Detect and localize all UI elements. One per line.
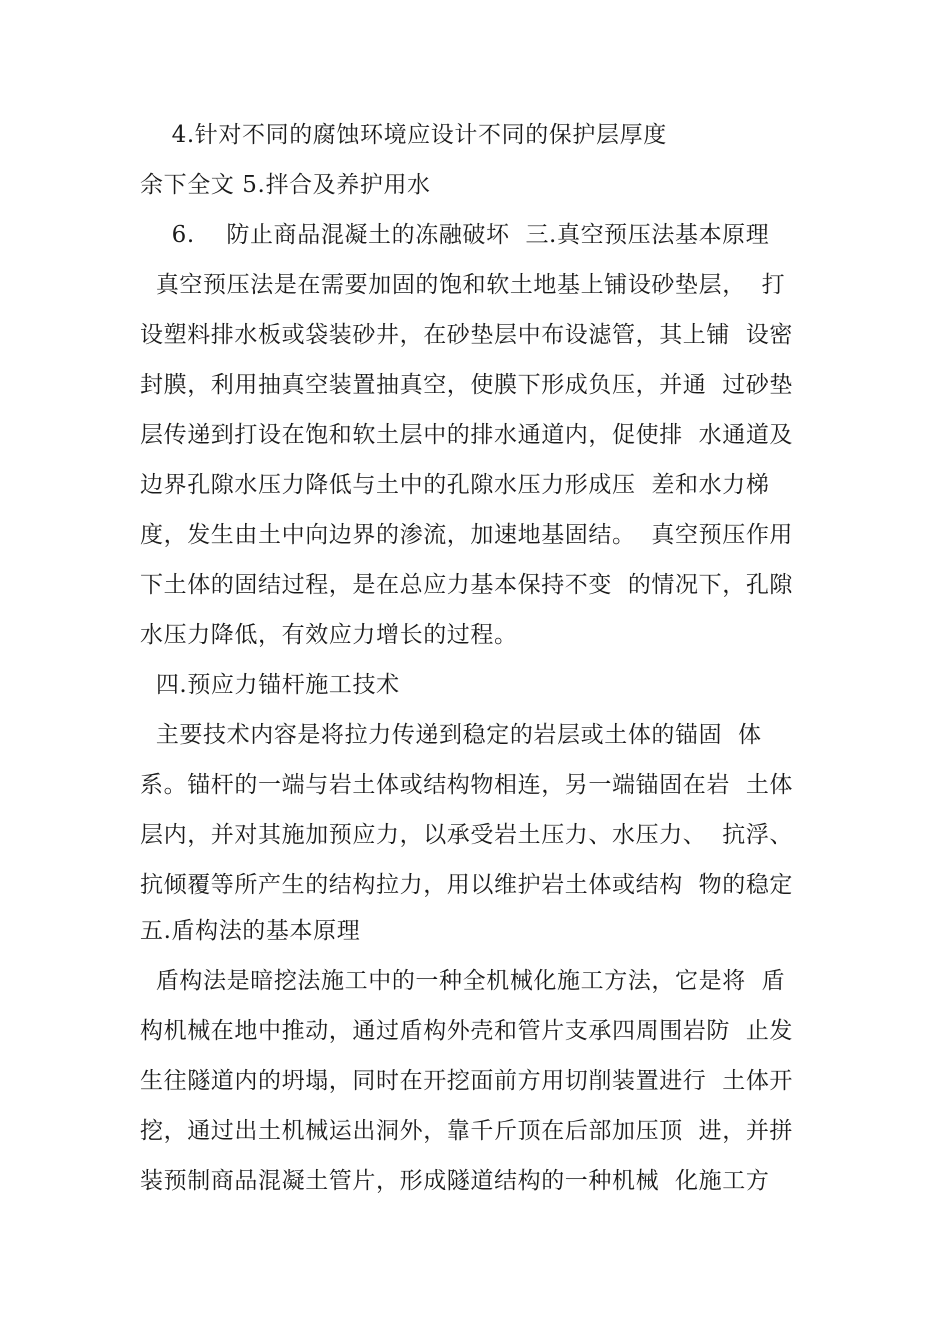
text-line: 真空预压法是在需要加固的饱和软土地基上铺设砂垫层， 打 [140, 272, 786, 298]
section-heading: 四.预应力锚杆施工技术 [140, 672, 400, 698]
text-line: 度，发生由土中向边界的渗流，加速地基固结。 真空预压作用 [140, 522, 794, 548]
text-line: 水压力降低，有效应力增长的过程。 [140, 622, 518, 648]
section-heading: 五.盾构法的基本原理 [140, 918, 361, 944]
text-line: 层内，并对其施加预应力，以承受岩土压力、水压力、 抗浮、 [140, 822, 794, 848]
text-line: 6. 防止商品混凝土的冻融破坏 三.真空预压法基本原理 [140, 222, 770, 248]
text-line: 下土体的固结过程，是在总应力基本保持不变 的情况下，孔隙 [140, 572, 794, 598]
text-line: 主要技术内容是将拉力传递到稳定的岩层或土体的锚固 体 [140, 722, 762, 748]
text-line: 边界孔隙水压力降低与土中的孔隙水压力形成压 差和水力梯 [140, 472, 770, 498]
text-line: 生往隧道内的坍塌，同时在开挖面前方用切削装置进行 土体开 [140, 1068, 794, 1094]
text-line: 装预制商品混凝土管片，形成隧道结构的一种机械 化施工方 [140, 1168, 770, 1194]
text-line: 挖，通过出土机械运出洞外，靠千斤顶在后部加压顶 进，并拼 [140, 1118, 794, 1144]
text-line: 余下全文 5.拌合及养护用水 [140, 172, 431, 198]
text-line: 系。锚杆的一端与岩土体或结构物相连，另一端锚固在岩 土体 [140, 772, 794, 798]
text-line: 设塑料排水板或袋装砂井，在砂垫层中布设滤管，其上铺 设密 [140, 322, 794, 348]
text-line: 4.针对不同的腐蚀环境应设计不同的保护层厚度 [140, 122, 667, 148]
text-line: 盾构法是暗挖法施工中的一种全机械化施工方法，它是将 盾 [140, 968, 786, 994]
text-line: 构机械在地中推动，通过盾构外壳和管片支承四周围岩防 止发 [140, 1018, 794, 1044]
text-line: 层传递到打设在饱和软土层中的排水通道内，促使排 水通道及 [140, 422, 794, 448]
text-line: 抗倾覆等所产生的结构拉力，用以维护岩土体或结构 物的稳定 [140, 872, 794, 898]
text-line: 封膜，利用抽真空装置抽真空，使膜下形成负压，并通 过砂垫 [140, 372, 794, 398]
